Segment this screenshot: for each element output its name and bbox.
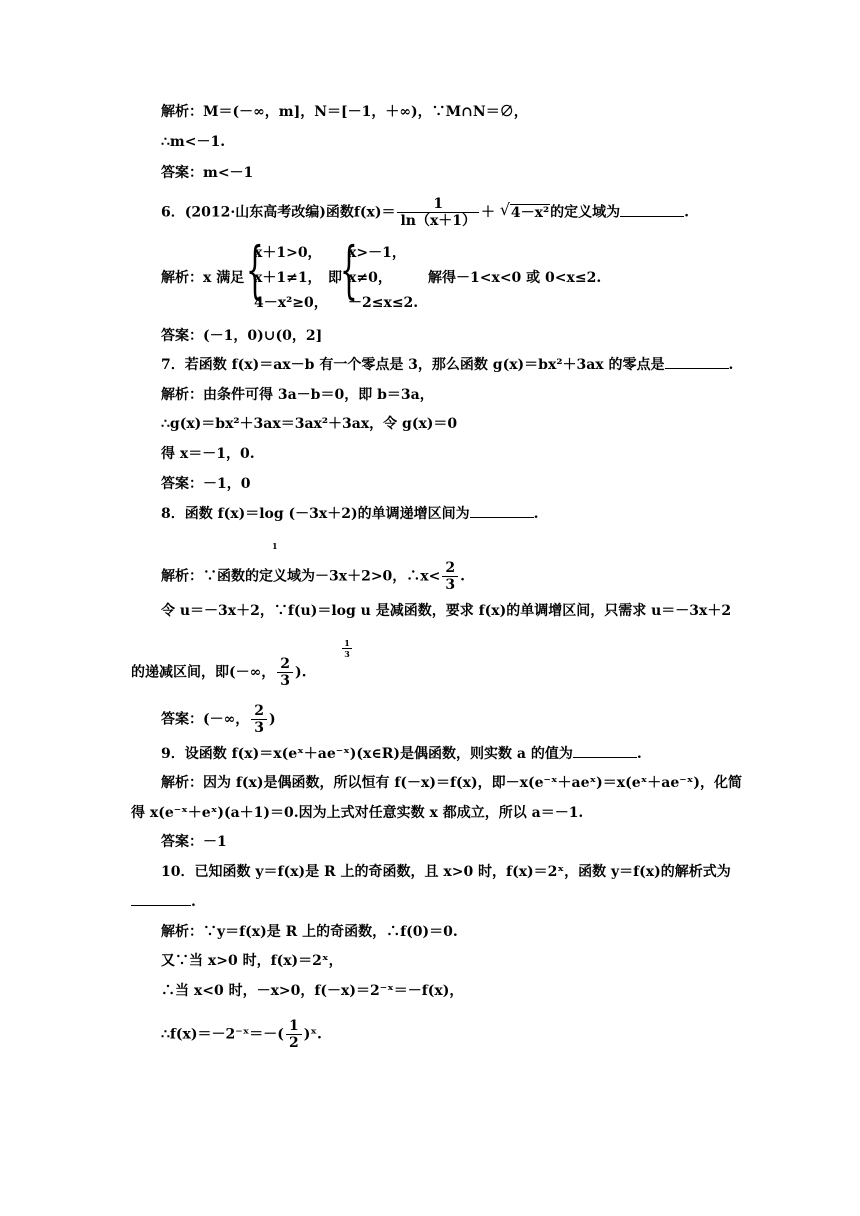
q6-suffix: 的定义域为 <box>550 204 621 221</box>
q6-frac-num: 1 <box>397 196 479 213</box>
q10-question-cont <box>131 892 196 912</box>
q8-answer-end: ) <box>269 711 276 728</box>
q8-answer <box>161 703 276 736</box>
q7-analysis-3: 得 x＝－1，0. <box>161 446 255 462</box>
q8-analysis-3-end: ). <box>295 664 307 681</box>
frac-num: 1 <box>286 1018 302 1035</box>
q6-system-1 <box>246 233 336 315</box>
q7-blank <box>665 356 729 369</box>
q10-end: . <box>191 894 196 910</box>
q10-analysis: 解析：∵y＝f(x)是 R 上的奇函数，∴f(0)＝0. <box>161 924 458 940</box>
q6-plus: ＋ <box>481 204 496 221</box>
q9-analysis-2: 得 x(e⁻ˣ＋eˣ)(a＋1)＝0.因为上式对任意实数 x 都成立，所以 a＝－1. <box>131 805 584 821</box>
q7-end: . <box>728 357 734 373</box>
q10-fraction <box>286 1018 302 1051</box>
q7-analysis-2: ∴g(x)＝bx²＋3ax＝3ax²＋3ax，令 g(x)＝0 <box>161 416 458 432</box>
q6-sys2-line: x>－1， <box>348 245 406 261</box>
q6-sys2-line: x≠0， <box>348 270 392 286</box>
q9-text: 9．设函数 f(x)＝x(eˣ＋ae⁻ˣ)(x∈R)是偶函数，则实数 a 的值为 <box>161 746 573 762</box>
q8-analysis-end: . <box>460 568 466 585</box>
q7-question <box>161 355 733 375</box>
q10-analysis-3: ∴当 x<0 时，－x>0，f(－x)＝2⁻ˣ＝－f(x)， <box>161 983 464 999</box>
q8-log-base-fraction <box>342 638 352 659</box>
q6-fraction <box>397 196 479 229</box>
q8-analysis-3-text: 的递减区间，即(－∞， <box>131 664 276 681</box>
q6-blank <box>620 204 684 217</box>
frac-num: 2 <box>277 656 293 673</box>
q9-question <box>161 744 642 764</box>
q8-analysis-2: 令 u＝－3x＋2，∵f(u)＝log u 是减函数，要求 f(x)的单调增区间，只需求 u＝－3x＋2 <box>161 603 732 619</box>
left-brace-icon: { <box>340 233 358 306</box>
q6-sys1-line: 4－x²≥0， <box>254 295 328 311</box>
q8-analysis-text: 解析：∵函数的定义域为－3x＋2>0，∴x< <box>161 568 441 585</box>
frac-den: 3 <box>445 577 456 593</box>
q6-end: . <box>684 204 690 221</box>
q8-analysis-3 <box>131 656 307 689</box>
q7-answer: 答案：－1，0 <box>161 476 251 492</box>
q6-result: 解得－1<x<0 或 0<x≤2. <box>428 270 602 286</box>
frac-num: 2 <box>442 560 458 577</box>
q8-end: . <box>533 506 539 522</box>
q8-fraction-2 <box>277 656 293 689</box>
q10-analysis-4 <box>161 1018 322 1051</box>
q6-ji: 即 <box>328 270 342 286</box>
frac-den: 3 <box>254 720 265 736</box>
q6-sys1-line: x＋1≠1， <box>254 270 322 286</box>
frac-num: 1 <box>342 638 352 649</box>
q9-answer: 答案：－1 <box>161 834 227 850</box>
q10-blank <box>131 893 191 906</box>
q6-sys1-line: x＋1>0， <box>254 245 322 261</box>
q6-system-2 <box>340 233 430 315</box>
left-brace-icon: { <box>246 233 264 306</box>
q8-log-base: 1 <box>272 541 278 551</box>
q7-text: 7．若函数 f(x)＝ax－b 有一个零点是 3，那么函数 g(x)＝bx²＋3ax 的零点是 <box>161 357 665 373</box>
q5-answer: 答案：m<－1 <box>161 165 254 181</box>
q5-analysis: 解析：M＝(－∞，m]，N＝[－1，＋∞)，∵M∩N＝∅， <box>161 104 528 120</box>
frac-den: 2 <box>288 1035 299 1051</box>
frac-num: 2 <box>251 703 267 720</box>
q10-analysis-4-text: ∴f(x)＝－2⁻ˣ＝－( <box>161 1026 284 1043</box>
q6-frac-den: ln（x＋1） <box>400 213 477 229</box>
frac-den: 3 <box>344 649 350 659</box>
q6-question <box>161 196 689 229</box>
q8-fraction <box>442 560 458 593</box>
q9-end: . <box>636 746 642 762</box>
q9-analysis: 解析：因为 f(x)是偶函数，所以恒有 f(－x)＝f(x)，即－x(e⁻ˣ＋aeˣ)＝x(eˣ＋ae⁻ˣ)，化简 <box>161 775 742 791</box>
q10-question: 10．已知函数 y＝f(x)是 R 上的奇函数，且 x>0 时，f(x)＝2ˣ，函数 y＝f(x)的解析式为 <box>161 864 731 880</box>
q8-blank <box>470 505 534 518</box>
q8-analysis <box>161 560 465 593</box>
q9-blank <box>573 745 637 758</box>
q6-analysis-label: 解析：x 满足 <box>161 270 245 286</box>
q6-text: 6．(2012·山东高考改编)函数f(x)＝ <box>161 204 396 221</box>
q6-sqrt: √ 4－x² <box>499 199 550 221</box>
q6-sqrt-body: 4－x² <box>510 204 550 221</box>
q10-analysis-2: 又∵当 x>0 时，f(x)＝2ˣ， <box>161 953 343 969</box>
q8-question <box>161 504 539 524</box>
q8-answer-fraction <box>251 703 267 736</box>
q5-analysis-cont: ∴m<－1. <box>161 134 226 150</box>
q8-answer-text: 答案：(－∞， <box>161 711 250 728</box>
q7-analysis: 解析：由条件可得 3a－b＝0，即 b＝3a， <box>161 387 434 403</box>
q10-analysis-4-end: )ˣ. <box>303 1026 322 1043</box>
q6-sys2-line: －2≤x≤2. <box>348 295 419 311</box>
q6-answer: 答案：(－1，0)∪(0，2] <box>161 328 323 344</box>
q8-text: 8．函数 f(x)＝log (－3x＋2)的单调递增区间为 <box>161 506 470 522</box>
frac-den: 3 <box>280 673 291 689</box>
